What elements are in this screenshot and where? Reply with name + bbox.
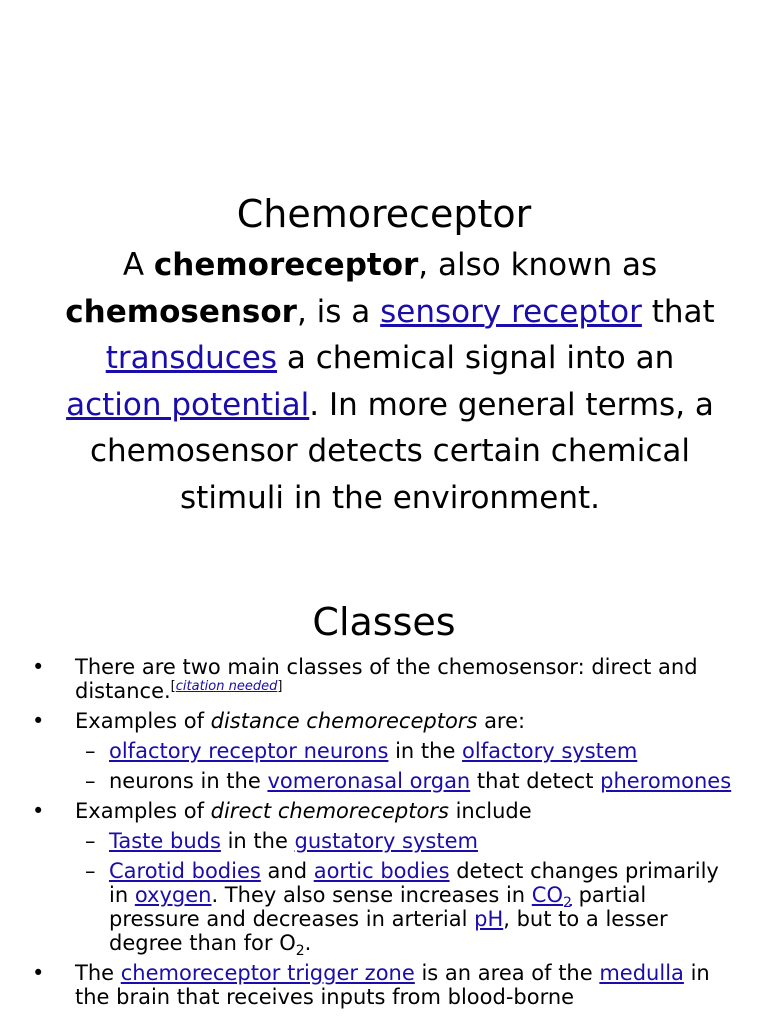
link-co2[interactable] bbox=[531, 883, 572, 912]
link-chemoreceptor-trigger-zone[interactable]: chemoreceptor trigger zone bbox=[120, 961, 415, 985]
subscript: 2 bbox=[563, 895, 572, 912]
link-pheromones[interactable]: pheromones bbox=[600, 769, 732, 793]
list-item bbox=[0, 709, 768, 733]
citation bbox=[171, 679, 283, 694]
link-olfactory-system[interactable]: olfactory system bbox=[462, 739, 638, 763]
sub-list-item bbox=[0, 829, 768, 853]
link-oxygen[interactable]: oxygen bbox=[134, 883, 212, 907]
bullet-text: . bbox=[304, 931, 312, 955]
bullet-text: and bbox=[260, 859, 314, 883]
link-medulla[interactable]: medulla bbox=[599, 961, 684, 985]
term-direct-chemoreceptors: direct chemoreceptors bbox=[210, 799, 449, 823]
link-vomeronasal-organ[interactable]: vomeronasal organ bbox=[267, 769, 471, 793]
list-item bbox=[0, 655, 768, 703]
bullet-text: . They also sense increases in bbox=[211, 883, 532, 907]
bullet-text: that detect bbox=[470, 769, 601, 793]
link-aortic-bodies[interactable]: aortic bodies bbox=[313, 859, 450, 883]
bullet-text: in the brain that receives inputs from blood-borne bbox=[75, 961, 710, 1009]
slide-title-chemoreceptor: Chemoreceptor bbox=[236, 192, 532, 236]
list-item bbox=[0, 961, 768, 1009]
bullet-text: Examples of bbox=[75, 799, 211, 823]
term-distance-chemoreceptors: distance chemoreceptors bbox=[210, 709, 478, 733]
link-transduces[interactable]: transduces bbox=[105, 340, 278, 376]
term-chemoreceptor: chemoreceptor bbox=[153, 247, 419, 283]
sub-list-item bbox=[0, 859, 768, 960]
link-citation-needed[interactable]: citation needed bbox=[175, 679, 278, 694]
link-olfactory-receptor-neurons[interactable]: olfactory receptor neurons bbox=[109, 739, 389, 763]
bullet-text: partial pressure and decreases in arterial bbox=[109, 883, 647, 931]
intro-paragraph bbox=[60, 242, 720, 521]
slide-title-classes: Classes bbox=[312, 600, 456, 644]
bullet-text: detect changes primarily in bbox=[109, 859, 719, 907]
bullet-text: The bbox=[75, 961, 121, 985]
sub-list-item bbox=[0, 739, 768, 763]
link-gustatory-system[interactable]: gustatory system bbox=[294, 829, 478, 853]
intro-text: , also known as bbox=[418, 247, 658, 283]
list-item bbox=[0, 799, 768, 823]
subscript: 2 bbox=[295, 943, 305, 960]
bullet-text: is an area of the bbox=[414, 961, 600, 985]
link-taste-buds[interactable]: Taste buds bbox=[109, 829, 221, 853]
bullet-text: in the bbox=[388, 739, 463, 763]
intro-text: A bbox=[122, 247, 154, 283]
bullet-text: neurons in the bbox=[109, 769, 268, 793]
link-co2-text: CO bbox=[531, 883, 563, 907]
intro-text: , is a bbox=[296, 293, 381, 330]
link-sensory-receptor[interactable]: sensory receptor bbox=[380, 293, 642, 330]
citation-bracket: ] bbox=[277, 679, 283, 694]
term-chemosensor: chemosensor bbox=[65, 293, 297, 330]
intro-text: . In more general terms, a chemosensor detects certain chemical stimuli in the environment. bbox=[89, 386, 714, 516]
bullet-text: include bbox=[448, 799, 532, 823]
sub-list-item bbox=[0, 769, 768, 793]
link-carotid-bodies[interactable]: Carotid bodies bbox=[109, 859, 261, 883]
link-ph[interactable]: pH bbox=[474, 907, 504, 931]
bullet-text: There are two main classes of the chemosensor: direct and distance. bbox=[75, 655, 698, 703]
bullet-text: are: bbox=[477, 709, 526, 733]
classes-list bbox=[0, 655, 768, 1015]
intro-text: that bbox=[641, 293, 715, 330]
citation-bracket: [ bbox=[170, 679, 176, 694]
link-action-potential[interactable]: action potential bbox=[66, 386, 310, 423]
bullet-text: Examples of bbox=[75, 709, 211, 733]
bullet-text: , but to a lesser degree than for O bbox=[109, 907, 668, 955]
intro-text: a chemical signal into an bbox=[277, 340, 675, 376]
bullet-text: in the bbox=[220, 829, 295, 853]
